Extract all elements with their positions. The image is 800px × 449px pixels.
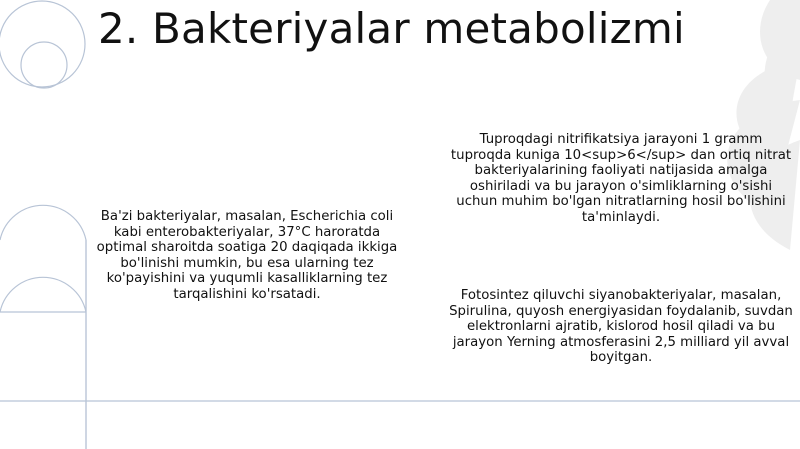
slide-title: 2. Bakteriyalar metabolizmi xyxy=(98,4,685,53)
paragraph-ecoli: Ba'zi bakteriyalar, masalan, Escherichia coli kabi enterobakteriyalar, 37°C haroratda optimal sharoitda soatiga 20 daqiqada ikkiga bo'linishi mumkin, bu esa ularning tez ko'payishini va yuqumli kasalliklarning tez tarqalishini ko'rsatadi. xyxy=(96,209,398,302)
paragraph-nitrification: Tuproqdagi nitrifikatsiya jarayoni 1 gramm tuproqda kuniga 10<sup>6</sup> dan ortiq nitrat bakteriyalarining faoliyati natijasida amalga oshiriladi va bu jarayon o'simliklarning o'sishi uchun muhim bo'lgan nitratlarning hosil bo'lishini ta'minlaydi. xyxy=(450,132,792,225)
paragraph-cyanobacteria: Fotosintez qiluvchi siyanobakteriyalar, masalan, Spirulina, quyosh energiyasidan foydalanib, suvdan elektronlarni ajratib, kislorod hosil qiladi va bu jarayon Yerning atmosferasini 2,5 milliard yil avval boyitgan. xyxy=(449,288,793,366)
